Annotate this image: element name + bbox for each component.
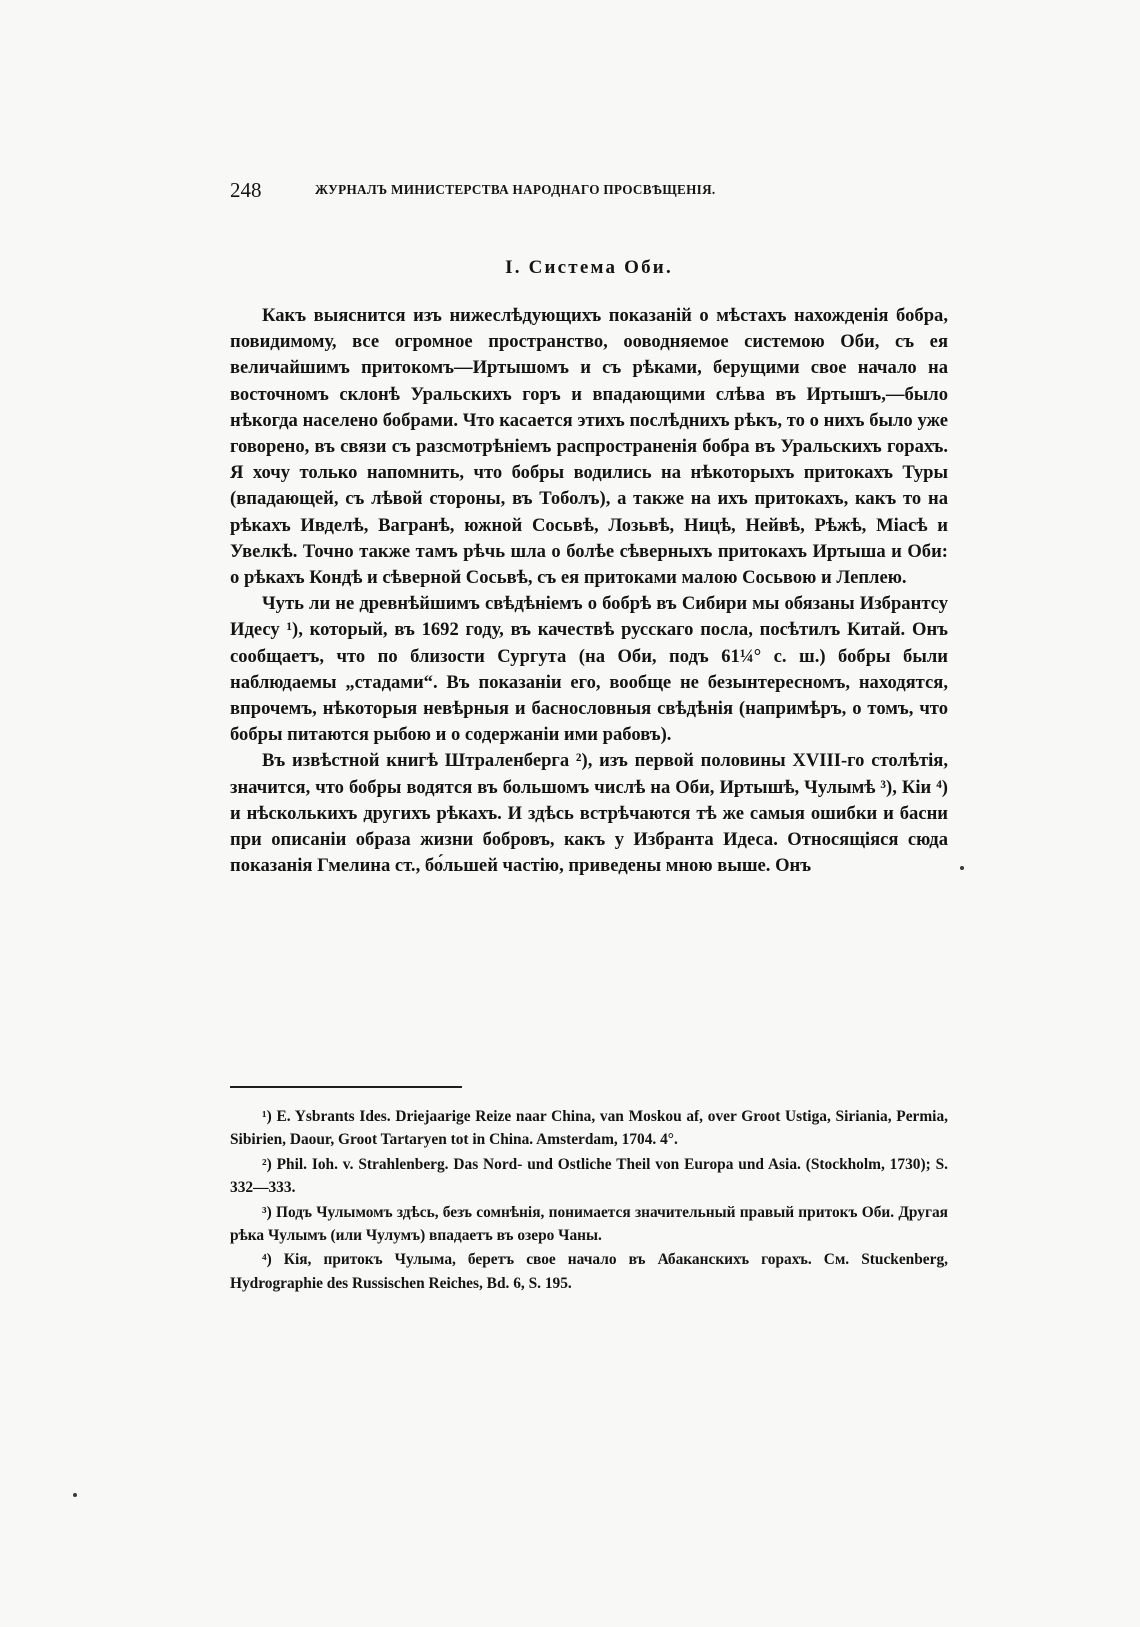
footnote-3 <box>230 1201 948 1248</box>
running-header <box>230 178 948 208</box>
section-title: I. Система Оби. <box>505 257 673 278</box>
footnote-rule <box>230 1086 462 1088</box>
running-title: ЖУРНАЛЪ МИНИСТЕРСТВА НАРОДНАГО ПРОСВѢЩЕНІЯ. <box>315 182 716 197</box>
footnote-mark: ⁴) <box>262 1251 272 1269</box>
paragraph-3: Въ извѣстной книгѣ Штраленберга ²), изъ первой половины XVIII-го столѣтія, значится, что бобры водятся въ большомъ числѣ на Оби, Иртышѣ, Чулымѣ ³), Кіи ⁴) и нѣсколькихъ другихъ рѣкахъ. И здѣсь встрѣчаются тѣ же самыя ошибки и басни при описаніи образа жизни бобровъ, какъ у Избранта Идеса. Относящіяся сюда показанія Гмелина ст., бо́льшей частію, приведены мною выше. Онъ <box>230 750 948 877</box>
scan-speck <box>960 866 964 870</box>
footnote-1 <box>230 1105 948 1152</box>
paragraph-1: Какъ выяснится изъ нижеслѣдующихъ показаній о мѣстахъ нахожденія бобра, повидимому, все огромное пространство, ооводняемое системою Оби, съ ея величайшимъ притокомъ—Иртышомъ и съ рѣками, берущими свое начало на восточномъ склонѣ Уральскихъ горъ и впадающими слѣва въ Иртышъ,—было нѣкогда населено бобрами. Что касается этихъ послѣднихъ рѣкъ, то о нихъ было уже говорено, въ связи съ разсмотрѣніемъ распространенія бобра въ Уральскихъ горахъ. Я хочу только напомнить, что бобры водились на нѣкоторыхъ притокахъ Туры (впадающей, съ лѣвой стороны, въ Тоболъ), а также на ихъ притокахъ, какъ то на рѣкахъ Ивделѣ, Вагранѣ, южной Сосьвѣ, Лозьвѣ, Ницѣ, Нейвѣ, Рѣжѣ, Міасѣ и Увелкѣ. Точно также тамъ рѣчь шла о болѣе сѣверныхъ притокахъ Иртыша и Оби: о рѣкахъ Кондѣ и сѣверной Сосьвѣ, съ ея притоками малою Сосьвою и Леплею. <box>230 305 948 589</box>
footnote-text: Phil. Ioh. v. Strahlenberg. Das Nord- und Ostliche Theil von Europa und Asia. (Stockholm, 1730); S. 332—333. <box>230 1155 948 1197</box>
footnote-mark: ¹) <box>262 1108 272 1125</box>
paragraph-2: Чуть ли не древнѣйшимъ свѣдѣніемъ о бобрѣ въ Сибири мы обязаны Избрантсу Идесу ¹), который, въ 1692 году, въ качествѣ русскаго посла, посѣтилъ Китай. Онъ сообщаетъ, что по близости Сургута (на Оби, подъ 61¼° с. ш.) бобры были наблюдаемы „стадами“. Въ показаніи его, вообще не безынтересномъ, находятся, впрочемъ, нѣкоторыя невѣрныя и баснословныя свѣдѣнія (напримѣръ, о томъ, что бобры питаются рыбою и о содержаніи ими рабовъ). <box>230 593 948 746</box>
footnote-mark: ²) <box>262 1155 272 1173</box>
footnote-text: Кія, притокъ Чулыма, беретъ свое начало въ Абаканскихъ горахъ. См. Stuckenberg, Hydrographie des Russischen Reiches, Bd. 6, S. 195. <box>230 1251 948 1292</box>
body-text <box>230 303 948 879</box>
footnote-text: E. Ysbrants Ides. Driejaarige Reize naar China, van Moskou af, over Groot Ustiga, Siriania, Permia, Sibirien, Daour, Groot Tartaryen tot in China. Amsterdam, 1704. 4°. <box>230 1108 948 1149</box>
footnote-2 <box>230 1153 948 1200</box>
page-number: 248 <box>230 178 262 202</box>
footnote-text: Подъ Чулымомъ здѣсь, безъ сомнѣнія, понимается значительный правый притокъ Оби. Другая рѣка Чулымъ (или Чулумъ) впадаетъ въ озеро Чаны. <box>230 1203 948 1245</box>
scan-speck <box>73 1493 77 1497</box>
footnote-4 <box>230 1248 948 1295</box>
footnotes <box>230 1105 948 1296</box>
footnote-mark: ³) <box>262 1203 272 1221</box>
